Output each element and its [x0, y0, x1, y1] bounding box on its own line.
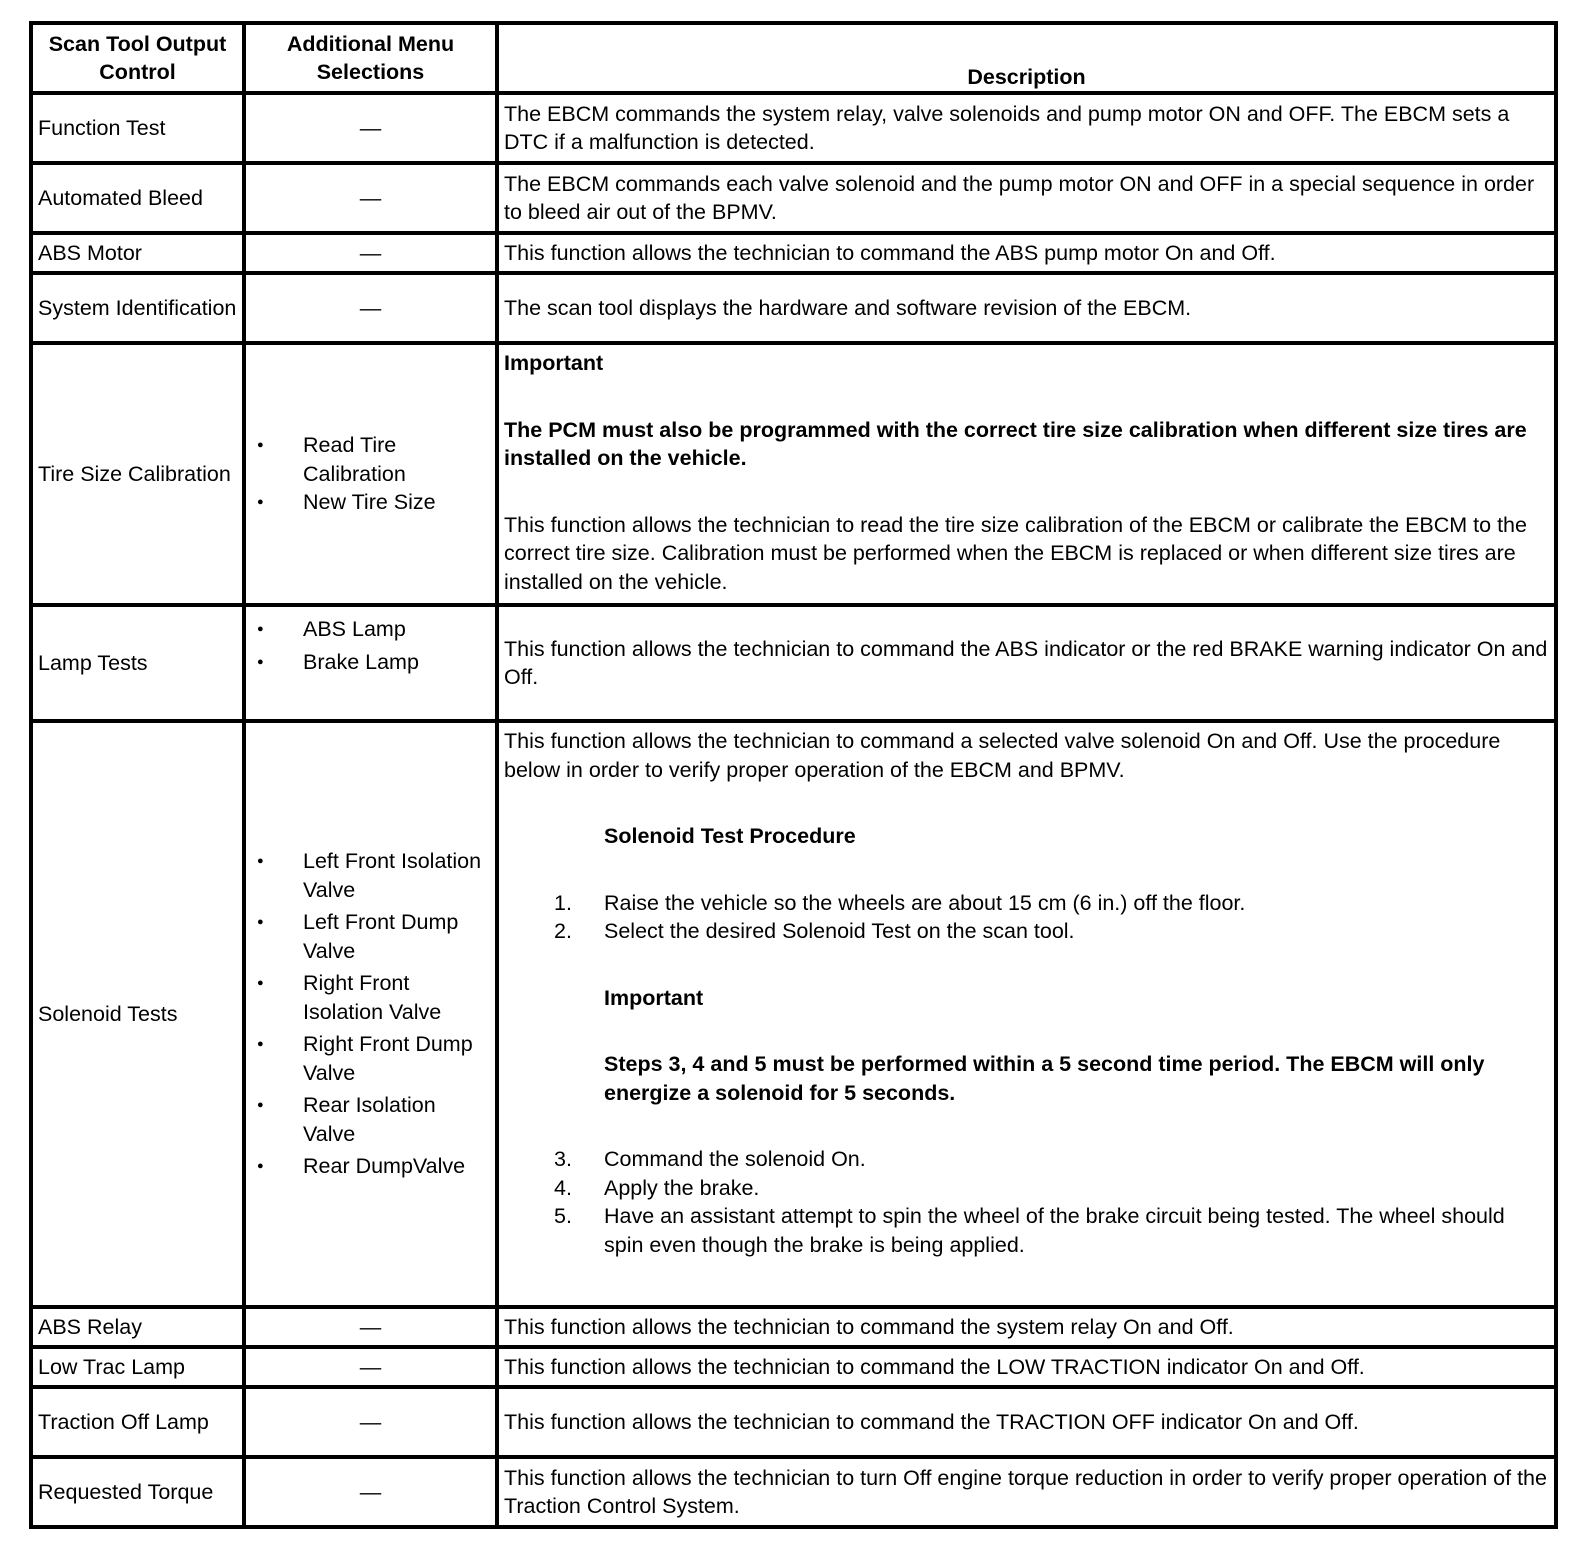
step-number: 4.	[554, 1175, 572, 1200]
header-output-control: Scan Tool Output Control	[31, 23, 244, 93]
menu-selection-none: —	[244, 1347, 497, 1387]
list-item: ● Brake Lamp	[303, 648, 490, 677]
description-text: This function allows the technician to command a selected valve solenoid On and Off. Use the procedure below in order to verify proper operation of the EBCM and BPMV.	[504, 729, 1501, 782]
procedure-steps	[504, 1145, 1549, 1259]
step-number: 1.	[554, 890, 572, 915]
list-item	[504, 917, 1549, 946]
menu-selection-none: —	[244, 1457, 497, 1527]
list-item	[504, 1145, 1549, 1174]
step-text: Apply the brake.	[604, 1175, 760, 1200]
description: This function allows the technician to command the system relay On and Off.	[497, 1307, 1556, 1347]
important-note: Steps 3, 4 and 5 must be performed within a 5 second time period. The EBCM will only energize a solenoid for 5 seconds.	[604, 1052, 1485, 1105]
step-number: 5.	[554, 1204, 572, 1228]
step-number: 2.	[554, 919, 572, 943]
menu-selections	[244, 343, 497, 605]
table-row	[31, 1387, 1556, 1457]
description	[497, 343, 1556, 605]
control-name: Function Test	[31, 93, 244, 163]
control-name: Lamp Tests	[31, 605, 244, 721]
control-name: Traction Off Lamp	[31, 1387, 244, 1457]
step-text: Command the solenoid On.	[604, 1147, 866, 1171]
table-row	[31, 1307, 1556, 1347]
control-name: Tire Size Calibration	[31, 343, 244, 605]
control-name: Requested Torque	[31, 1457, 244, 1527]
menu-selection-none: —	[244, 93, 497, 163]
list-item: ● Rear Isolation Valve	[303, 1091, 490, 1148]
control-name: Low Trac Lamp	[31, 1347, 244, 1387]
procedure-steps	[504, 889, 1549, 946]
table-row	[31, 233, 1556, 273]
menu-selection-none: —	[244, 273, 497, 343]
important-heading: Important	[604, 985, 704, 1010]
header-description: Description	[497, 23, 1556, 93]
menu-selection-none: —	[244, 1307, 497, 1347]
description: This function allows the technician to turn Off engine torque reduction in order to verify proper operation of the Traction Control System.	[497, 1457, 1556, 1527]
list-item: ● Right Front Dump Valve	[303, 1030, 490, 1087]
description: This function allows the technician to command the ABS indicator or the red BRAKE warning indicator On and Off.	[497, 605, 1556, 721]
menu-selection-none: —	[244, 163, 497, 233]
list-item	[504, 889, 1549, 918]
menu-selection-none: —	[244, 1387, 497, 1457]
scan-tool-output-control-table	[29, 21, 1558, 1529]
list-item: ● Read Tire Calibration	[303, 431, 490, 488]
list-item: ● Left Front Isolation Valve	[303, 847, 490, 904]
description: The EBCM commands each valve solenoid and the pump motor ON and OFF in a special sequence in order to bleed air out of the BPMV.	[497, 163, 1556, 233]
control-name: Solenoid Tests	[31, 721, 244, 1307]
step-text: Raise the vehicle so the wheels are about 15 cm (6 in.) off the floor.	[604, 890, 1246, 915]
header-menu-selections: Additional Menu Selections	[244, 23, 497, 93]
menu-selections	[244, 721, 497, 1307]
table-row	[31, 1457, 1556, 1527]
step-text: Have an assistant attempt to spin the wheel of the brake circuit being tested. The wheel should spin even though the brake is being applied.	[604, 1204, 1505, 1257]
list-item	[504, 1174, 1549, 1203]
step-text: Select the desired Solenoid Test on the scan tool.	[604, 919, 1075, 943]
procedure-title: Solenoid Test Procedure	[604, 824, 856, 848]
table-row	[31, 273, 1556, 343]
description: This function allows the technician to command the TRACTION OFF indicator On and Off.	[497, 1387, 1556, 1457]
control-name: System Identification	[31, 273, 244, 343]
control-name: Automated Bleed	[31, 163, 244, 233]
description-text: This function allows the technician to read the tire size calibration of the EBCM or calibrate the EBCM to the correct tire size. Calibration must be performed when the EBCM is replaced or when different size tires are installed on the vehicle.	[504, 512, 1527, 594]
step-number: 3.	[554, 1147, 572, 1171]
table-row	[31, 605, 1556, 721]
header-row	[31, 23, 1556, 93]
list-item	[504, 1202, 1549, 1259]
table-row	[31, 1347, 1556, 1387]
list-item: ● New Tire Size	[303, 488, 490, 517]
description: The EBCM commands the system relay, valve solenoids and pump motor ON and OFF. The EBCM sets a DTC if a malfunction is detected.	[497, 93, 1556, 163]
description	[497, 721, 1556, 1307]
list-item: ● Left Front Dump Valve	[303, 908, 490, 965]
description: This function allows the technician to command the LOW TRACTION indicator On and Off.	[497, 1347, 1556, 1387]
important-heading: Important	[504, 351, 604, 375]
table-row	[31, 163, 1556, 233]
description: The scan tool displays the hardware and software revision of the EBCM.	[497, 273, 1556, 343]
menu-selections	[244, 605, 497, 721]
list-item: ● Rear DumpValve	[303, 1152, 490, 1181]
control-name: ABS Relay	[31, 1307, 244, 1347]
list-item: ● ABS Lamp	[303, 615, 490, 644]
table-row	[31, 721, 1556, 1307]
menu-selection-none: —	[244, 233, 497, 273]
list-item: ● Right Front Isolation Valve	[303, 969, 490, 1026]
control-name: ABS Motor	[31, 233, 244, 273]
table-row	[31, 343, 1556, 605]
table-row	[31, 93, 1556, 163]
important-note: The PCM must also be programmed with the correct tire size calibration when different size tires are installed on the vehicle.	[504, 417, 1527, 470]
description: This function allows the technician to command the ABS pump motor On and Off.	[497, 233, 1556, 273]
